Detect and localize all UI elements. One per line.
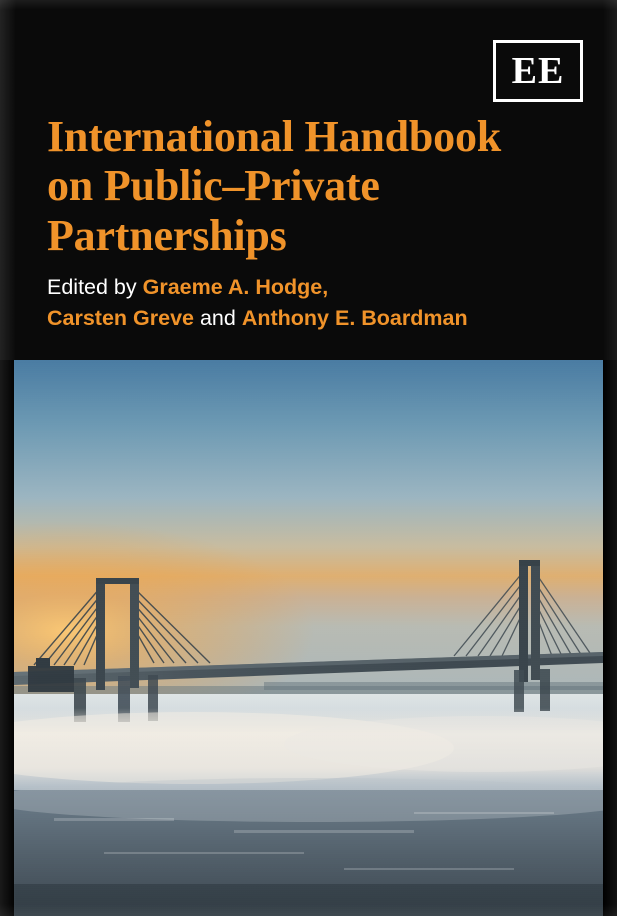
publisher-logo — [493, 40, 583, 102]
editor-name-3: Anthony E. Boardman — [241, 305, 468, 330]
publisher-logo-text: EE — [511, 50, 565, 92]
editors-credit — [47, 272, 587, 333]
title-line-2: on Public–Private — [47, 161, 380, 211]
editors-line-1 — [47, 272, 587, 303]
title-line-1: International Handbook — [47, 112, 502, 161]
page-title — [47, 112, 577, 260]
edited-by-label: Edited by — [47, 275, 143, 299]
editor-name-1: Graeme A. Hodge, — [142, 275, 329, 299]
editors-conjunction: and — [194, 305, 242, 330]
editor-name-2: Carsten Greve — [47, 305, 194, 330]
cover-top-panel — [0, 0, 617, 360]
editors-line-2 — [47, 303, 587, 334]
cover-photo — [14, 360, 603, 916]
title-line-3: Partnerships — [47, 210, 287, 260]
